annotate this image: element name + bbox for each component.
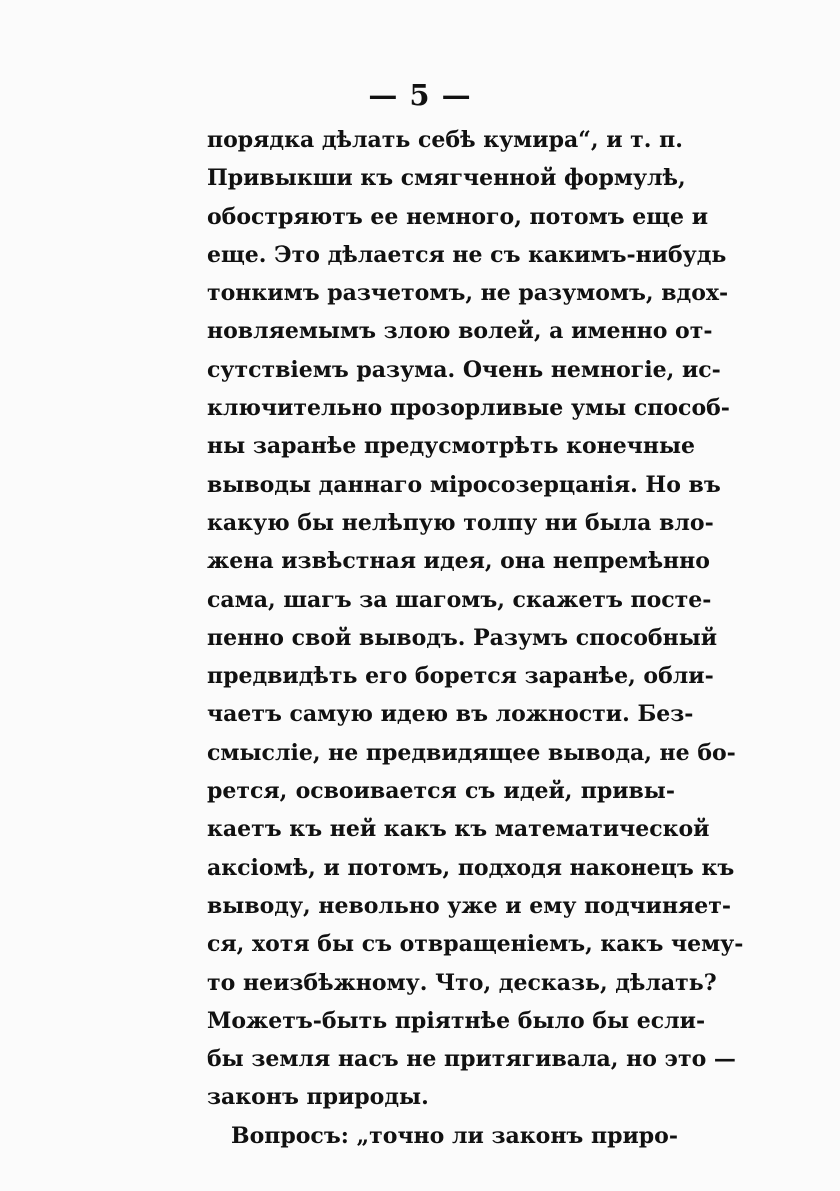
text-line: ключительно прозорливые умы способ- bbox=[207, 395, 730, 422]
text-line: пенно свой выводъ. Разумъ способный bbox=[207, 624, 718, 651]
text-line: каетъ къ ней какъ къ математической bbox=[207, 816, 710, 843]
text-line: Привыкши къ смягченной формулѣ, bbox=[207, 165, 686, 192]
text-line: обостряютъ ее немного, потомъ еще и bbox=[207, 203, 709, 230]
text-line: аксіомѣ, и потомъ, подходя наконецъ къ bbox=[207, 854, 735, 881]
text-line: сама, шагъ за шагомъ, скажетъ посте- bbox=[207, 586, 712, 613]
paragraph-start-line: Вопросъ: „точно ли законъ приро- bbox=[231, 1122, 678, 1149]
page-number: — 5 — bbox=[368, 78, 472, 112]
text-line: еще. Это дѣлается не съ какимъ-нибудь bbox=[207, 241, 727, 268]
text-line: тонкимъ разчетомъ, не разумомъ, вдох- bbox=[207, 280, 729, 307]
text-line: порядка дѣлать себѣ кумира“, и т. п. bbox=[207, 127, 683, 153]
text-line: ся, хотя бы съ отвращеніемъ, какъ чему- bbox=[207, 931, 744, 958]
body-text bbox=[207, 121, 744, 1155]
text-line: предвидѣть его борется заранѣе, обли- bbox=[207, 663, 714, 690]
text-line: какую бы нелѣпую толпу ни была вло- bbox=[207, 509, 714, 536]
text-line: Можетъ-быть пріятнѣе было бы если- bbox=[207, 1007, 706, 1034]
text-line: выводы даннаго міросозерцанія. Но въ bbox=[207, 471, 721, 498]
paragraph-end-line: законъ природы. bbox=[207, 1084, 429, 1111]
text-line: чаетъ самую идею въ ложности. Без- bbox=[207, 701, 694, 728]
text-line: смысліе, не предвидящее вывода, не бо- bbox=[207, 739, 736, 766]
text-line: бы земля насъ не притягивала, но это — bbox=[207, 1046, 736, 1073]
text-line: сутствіемъ разума. Очень немногіе, ис- bbox=[207, 356, 721, 383]
text-line: то неизбѣжному. Что, десказь, дѣлать? bbox=[207, 969, 717, 996]
text-line: новляемымъ злою волей, а именно от- bbox=[207, 318, 713, 345]
text-line: жена извѣстная идея, она непремѣнно bbox=[207, 548, 710, 575]
text-line: рется, освоивается съ идей, привы- bbox=[207, 778, 675, 805]
text-line: ны заранѣе предусмотрѣть конечные bbox=[207, 433, 696, 460]
text-line: выводу, невольно уже и ему подчиняет- bbox=[207, 892, 732, 919]
